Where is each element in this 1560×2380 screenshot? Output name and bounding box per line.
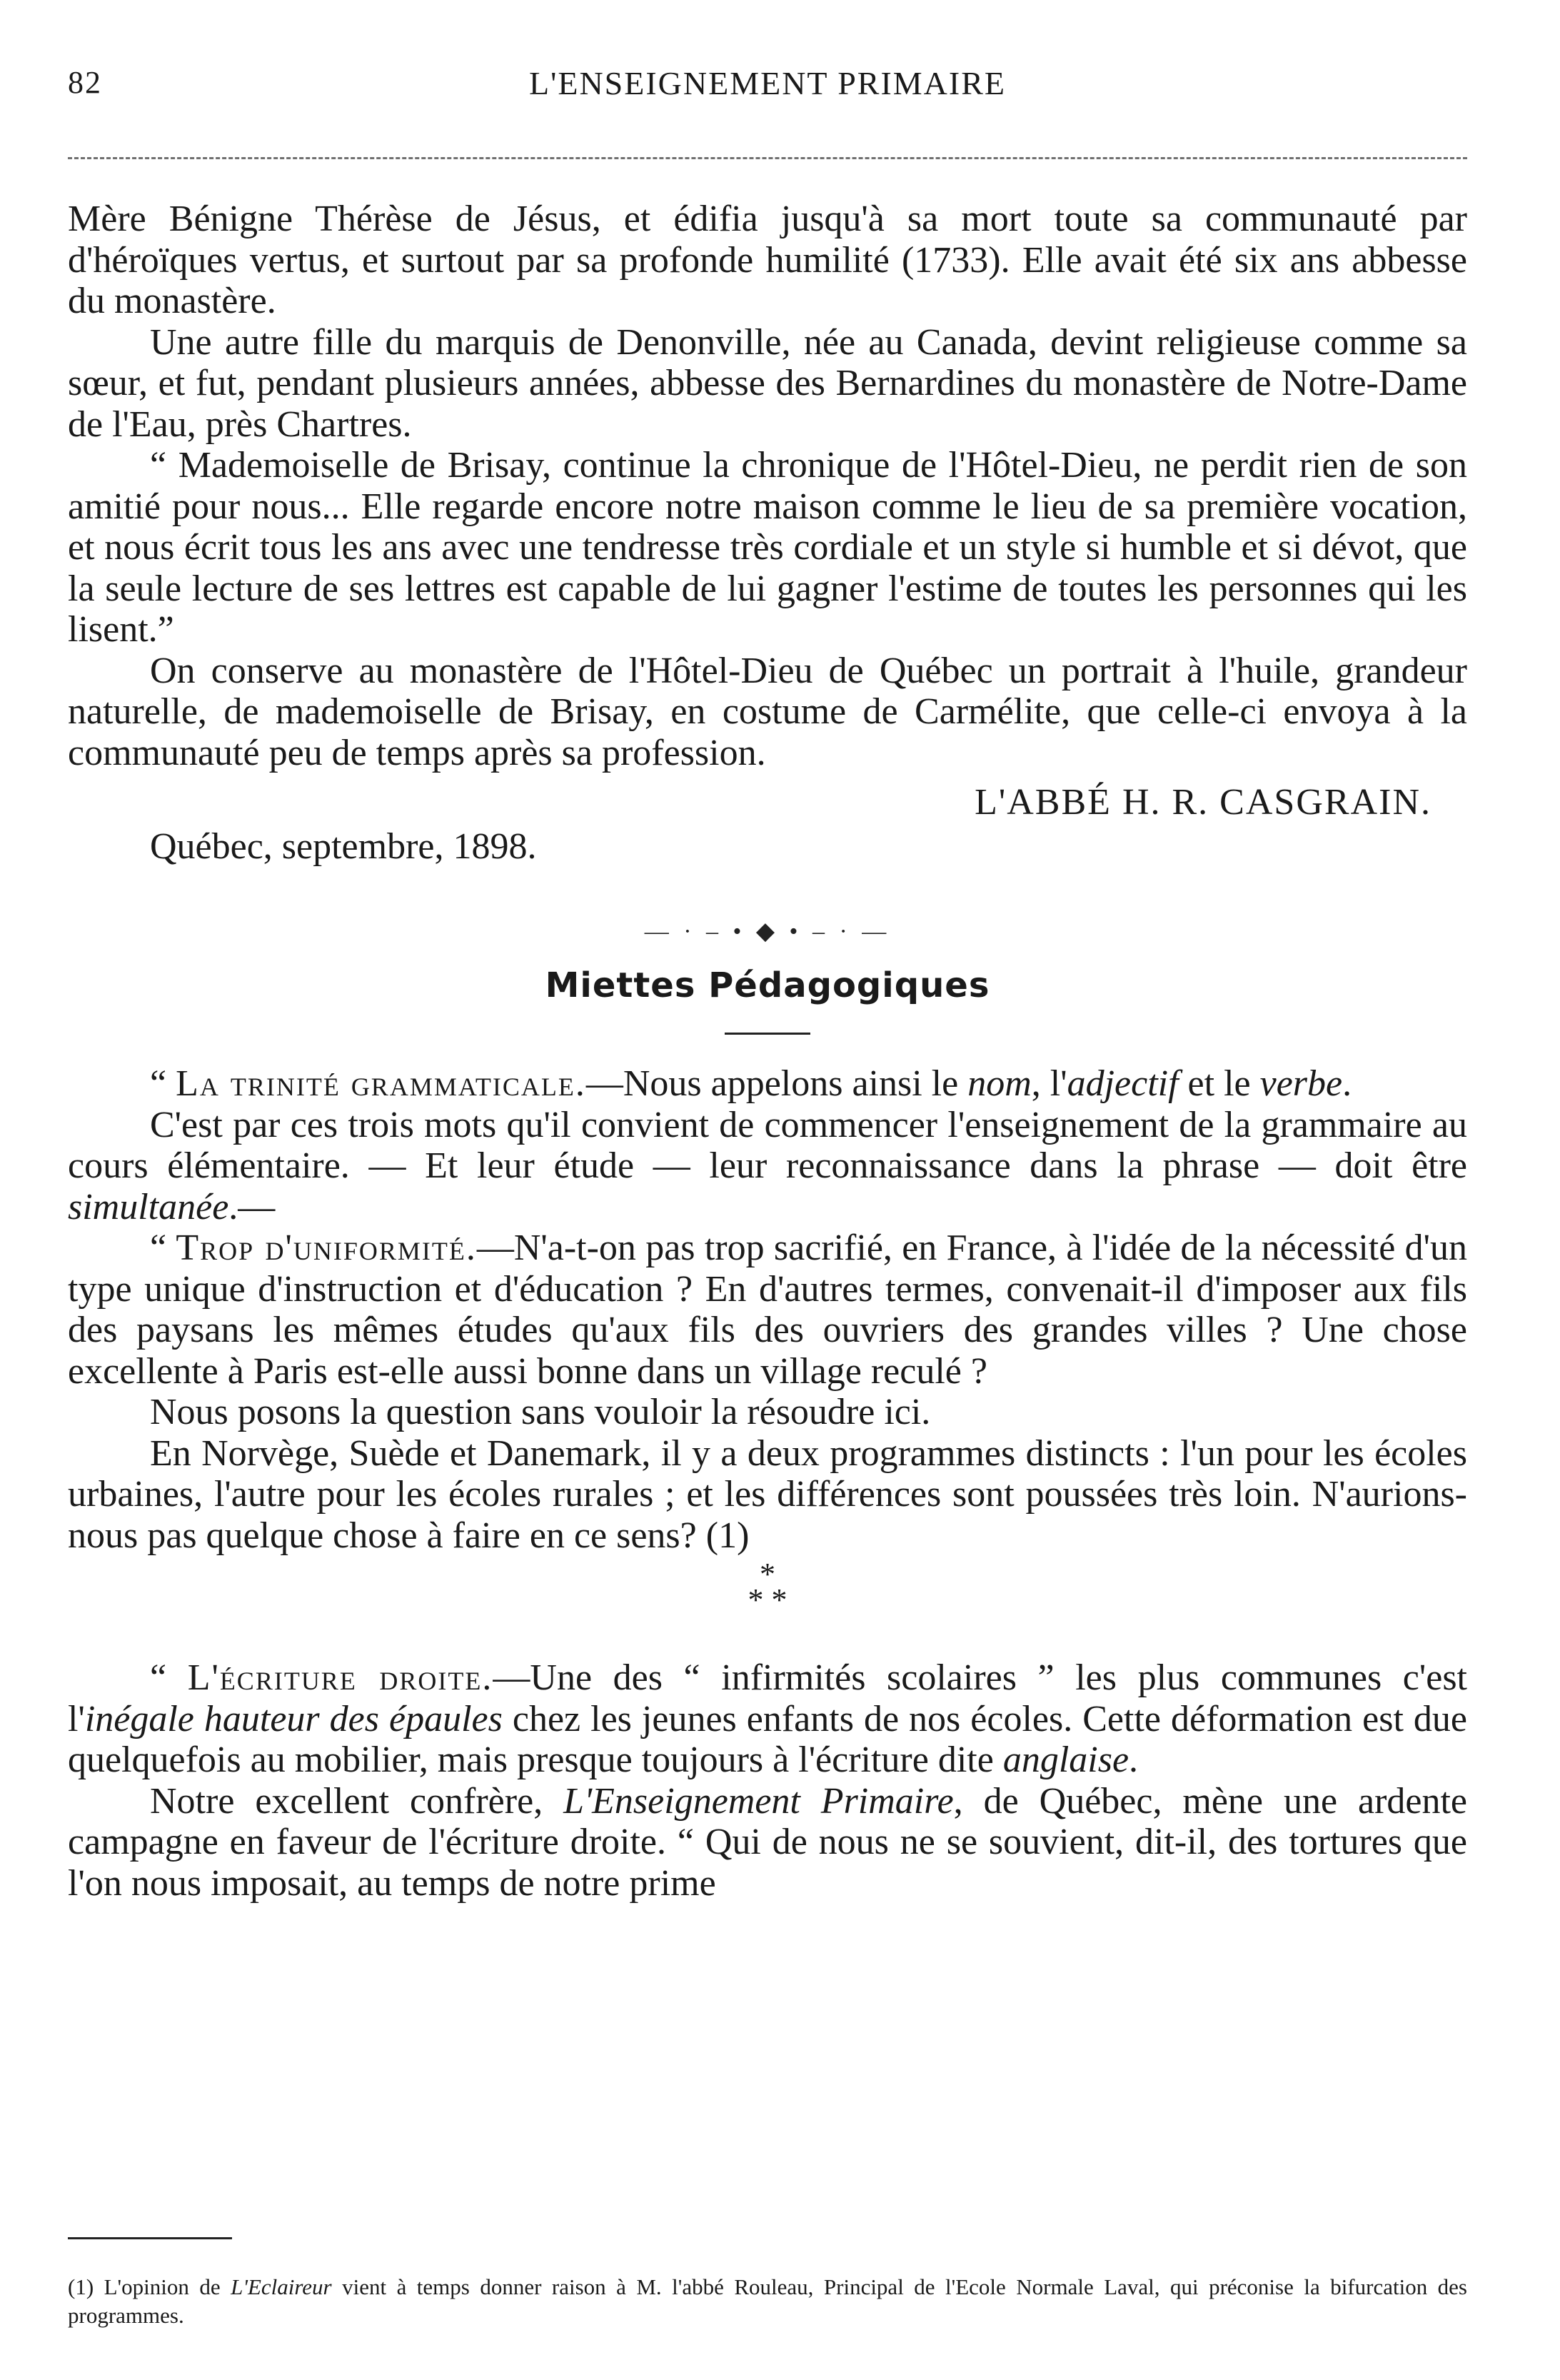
article-body <box>68 199 1467 867</box>
paragraph-heading: L'écriture droite. <box>187 1657 493 1698</box>
paragraph: Nous posons la question sans vouloir la résoudre ici. <box>150 1392 931 1432</box>
italic-term: adjectif <box>1067 1063 1179 1104</box>
quote-mark: “ <box>150 1227 176 1268</box>
text-run: . <box>1342 1063 1352 1104</box>
section-title: Miettes Pédagogiques <box>545 965 990 1005</box>
italic-title: L'Eclaireur <box>231 2274 332 2299</box>
asterism <box>68 1557 1467 1617</box>
text-run: —N'a-t-on pas trop sacrifié, en France, à l'idée de la nécessité d'un type unique d'instruction et d'éducation ? En d'autres termes, convenait-il d'imposer aux fils des paysans les mêmes études qu'aux fils des ouvriers des grandes villes ? Une chose excellente à Paris est-elle aussi bonne dans un village reculé ? <box>68 1227 1467 1392</box>
section-ornament: — · – • ◆ • – · — <box>644 918 891 945</box>
text-run: l' <box>1050 1063 1067 1104</box>
author-signature: L'ABBÉ H. R. CASGRAIN. <box>975 782 1431 823</box>
italic-term: simultanée <box>68 1186 229 1227</box>
title-rule <box>725 1033 810 1035</box>
paragraph: On conserve au monastère de l'Hôtel-Dieu de Québec un portrait à l'huile, grandeur naturelle, de mademoiselle de Brisay, en costume de Carmélite, que celle-ci envoya à la communauté peu de temps après sa profession. <box>68 650 1467 773</box>
place-date: Québec, septembre, 1898. <box>150 825 537 867</box>
text-run: vient à temps donner raison à M. l'abbé Rouleau, Principal de l'Ecole Normale Laval, qui préconise la bifurcation des programmes. <box>68 2274 1467 2328</box>
italic-term: verbe <box>1259 1063 1343 1104</box>
section-body <box>68 1063 1467 1904</box>
paragraph: “ Mademoiselle de Brisay, continue la chronique de l'Hôtel-Dieu, ne perdit rien de son amitié pour nous... Elle regarde encore notre maison comme le lieu de sa première vocation, et nous écrit tous les ans avec une tendresse très cordiale et un style si humble et si dévot, que la seule lecture de ses lettres est capable de lui gagner l'estime de toutes les personnes qui les lisent.” <box>68 445 1467 650</box>
paragraph: Mère Bénigne Thérèse de Jésus, et édifia jusqu'à sa mort toute sa communauté par d'héroïques vertus, et surtout par sa profonde humilité (1733). Elle avait été six ans abbesse du monastère. <box>68 199 1467 321</box>
paragraph-heading: Trop d'uniformité. <box>176 1227 477 1268</box>
text-run: , de Québec, mène une ardente campagne en faveur de l'écriture droite. “ Qui de nous ne se souvient, dit-il, des tortures que l'on nous imposait, au temps de notre prime <box>68 1780 1468 1904</box>
page-number: 82 <box>68 65 102 100</box>
italic-term: nom <box>967 1063 1032 1104</box>
text-run: .— <box>228 1186 276 1227</box>
paragraph <box>68 1105 1467 1228</box>
text-run: C'est par ces trois mots qu'il convient de commencer l'enseignement de la grammaire au cours élémentaire. — Et leur étude — leur reconnaissance dans la phrase — doit être <box>68 1104 1467 1186</box>
paragraph <box>68 1781 1467 1904</box>
footnote <box>68 2273 1467 2330</box>
quote-mark: “ <box>150 1657 188 1698</box>
asterism-bottom: * * <box>748 1582 787 1617</box>
text-run: —Une des “ infirmités scolaires ” les plus communes c'est l' <box>68 1657 1467 1739</box>
footnote-rule <box>68 2237 232 2239</box>
italic-term: anglaise <box>1002 1739 1129 1780</box>
text-run: chez les jeunes enfants de nos écoles. Cette déformation est due quelquefois au mobilier, mais presque toujours à l'écriture dite <box>68 1698 1467 1780</box>
header-rule <box>68 157 1467 159</box>
paragraph-trinite <box>68 1063 1467 1105</box>
paragraph: En Norvège, Suède et Danemark, il y a deux programmes distincts : l'un pour les écoles urbaines, l'autre pour les écoles rurales ; et les différences sont poussées très loin. N'aurions-nous pas quelque chose à faire en ce sens? (1) <box>68 1432 1467 1556</box>
text-run: . <box>1129 1739 1139 1780</box>
paragraph-heading: La trinité grammaticale. <box>176 1063 586 1104</box>
text-run: Notre excellent confrère, <box>150 1780 564 1822</box>
text-run: —Nous appelons ainsi le <box>585 1063 968 1104</box>
quote-mark: “ <box>150 1063 176 1104</box>
italic-term: inégale hauteur des épaules <box>84 1698 503 1739</box>
paragraph-ecriture <box>68 1657 1467 1781</box>
asterism-top: * <box>760 1557 775 1592</box>
running-title: L'ENSEIGNEMENT PRIMAIRE <box>528 65 1007 101</box>
italic-title: L'Enseignement Primaire <box>563 1780 954 1822</box>
paragraph: Une autre fille du marquis de Denonville, née au Canada, devint religieuse comme sa sœur, et fut, pendant plusieurs années, abbesse des Bernardines du monastère de Notre-Dame de l'Eau, près Chartres. <box>68 321 1467 445</box>
text-run: , <box>1031 1063 1050 1104</box>
text-run: (1) L'opinion de <box>68 2274 231 2299</box>
paragraph-uniformite <box>68 1227 1467 1392</box>
running-head <box>68 57 1467 107</box>
text-run: et le <box>1178 1063 1260 1104</box>
